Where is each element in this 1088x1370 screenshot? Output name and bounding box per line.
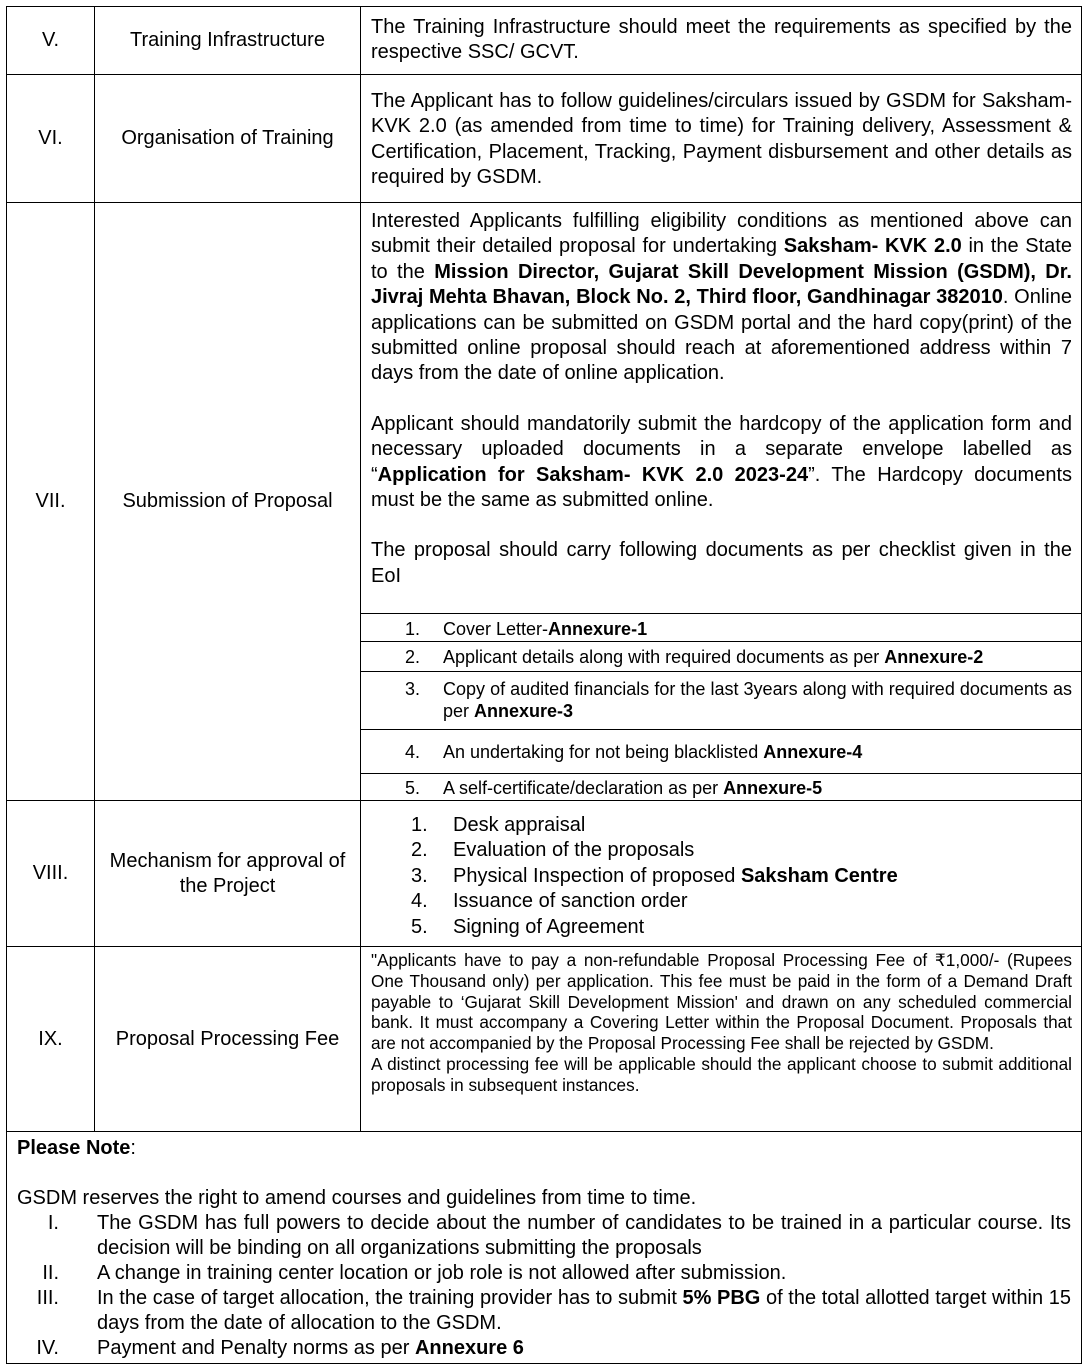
- item-number: 5.: [411, 915, 428, 938]
- bold-text: Saksham Centre: [740, 864, 898, 887]
- item-number: 1.: [405, 619, 421, 639]
- text-run: Cover Letter-: [443, 619, 549, 639]
- text-run: An undertaking for not being blacklisted: [443, 742, 764, 762]
- item-number: 2.: [405, 647, 421, 667]
- item-text: [443, 646, 1072, 668]
- text-run: In the case of target allocation, the training provider has to submit: [97, 1287, 683, 1309]
- text-run: Interested Applicants fulfilling eligibility conditions as mentioned above can submit their detailed proposal for undertaking: [371, 210, 1072, 258]
- row-label: Submission of Proposal: [95, 203, 361, 800]
- list-item: [411, 838, 1072, 863]
- list-item: [361, 773, 1081, 801]
- list-item: [361, 671, 1081, 729]
- row-number: VII.: [7, 203, 95, 800]
- item-text: Physical Inspection of proposed: [453, 864, 741, 887]
- list-item: [411, 915, 1072, 940]
- text-run: :: [130, 1137, 136, 1159]
- table-row: [7, 801, 1081, 947]
- row-number: VI.: [7, 75, 95, 202]
- table-row: [7, 7, 1081, 75]
- bold-text: Saksham- KVK 2.0: [783, 235, 962, 258]
- text-run: . Online applications can be submitted on GSDM portal and the hard copy(print) of the submitted online proposal should reach at aforementioned address within 7 days from the date of online application.: [371, 286, 1072, 385]
- row-content: [361, 801, 1081, 946]
- bold-text: Mission Director, Gujarat Skill Development Mission (GSDM), Dr. Jivraj Mehta Bhavan, Block No. 2, Third floor, Gandhinagar 382010: [371, 260, 1072, 309]
- item-text: [443, 678, 1072, 722]
- bold-text: 5% PBG: [682, 1287, 761, 1309]
- bold-text: Annexure-1: [548, 619, 648, 639]
- list-item: [17, 1286, 1071, 1336]
- item-text: [443, 777, 1072, 799]
- list-item: [17, 1336, 1071, 1361]
- row-number: IX.: [7, 947, 95, 1131]
- row-content: [361, 7, 1081, 74]
- note-heading: [17, 1136, 1071, 1161]
- item-text: [97, 1336, 1071, 1361]
- row-label: Mechanism for approval of the Project: [95, 801, 361, 946]
- item-text: [97, 1286, 1071, 1336]
- list-item: [17, 1261, 1071, 1286]
- row-content: [361, 203, 1081, 800]
- paragraph: The Training Infrastructure should meet the requirements as specified by the respective SSC/ GCVT.: [371, 16, 1072, 64]
- item-text: Issuance of sanction order: [453, 890, 688, 913]
- please-note: [7, 1132, 1081, 1363]
- list-item: [411, 889, 1072, 914]
- item-text: [443, 741, 1072, 763]
- item-number: 2.: [411, 839, 428, 862]
- item-number: 3.: [405, 679, 421, 699]
- text-run: Payment and Penalty norms as per: [97, 1337, 415, 1359]
- row-label: Organisation of Training: [95, 75, 361, 202]
- row-content: [361, 947, 1081, 1131]
- item-text: [443, 618, 1072, 640]
- paragraph: "Applicants have to pay a non-refundable Proposal Processing Fee of ₹1,000/- (Rupees One Thousand only) per application. This fee must be paid in the form of a Demand Draft payable to ‘Gujarat Skill Development Mission' and drawn on any scheduled commercial bank. It must accompany a Covering Letter within the Proposal Document. Proposals that are not accompanied by the Proposal Processing Fee shall be rejected by GSDM.: [371, 950, 1072, 1054]
- item-number: IV.: [36, 1337, 59, 1359]
- list-item: [361, 729, 1081, 773]
- paragraph: [371, 209, 1072, 387]
- item-number: 4.: [411, 890, 428, 913]
- item-text: Desk appraisal: [453, 814, 586, 836]
- bold-text: Please Note: [17, 1137, 131, 1159]
- bold-text: Annexure-5: [723, 778, 823, 798]
- text-run: ”. The Hardcopy documents must be the same as submitted online.: [371, 463, 1073, 512]
- text-run: of the total allotted target within 15 days from the date of allocation to the GSDM.: [97, 1287, 1071, 1334]
- paragraph: The Applicant has to follow guidelines/circulars issued by GSDM for Saksham- KVK 2.0 (as amended from time to time) for Training delivery, Assessment & Certification, Placement, Tracking, Payment disbursement and other details as required by GSDM.: [371, 90, 1072, 189]
- item-number: 1.: [411, 814, 428, 836]
- row-label: Proposal Processing Fee: [95, 947, 361, 1131]
- table-row: [7, 203, 1081, 801]
- item-text: Signing of Agreement: [453, 915, 645, 938]
- table-row: [7, 75, 1081, 203]
- list-item: [17, 1211, 1071, 1261]
- paragraph: A distinct processing fee will be applicable should the applicant choose to submit additional proposals in subsequent instances.: [371, 1053, 1072, 1095]
- item-text: The GSDM has full powers to decide about the number of candidates to be trained in a particular course. Its decision will be binding on all organizations submitting the proposals: [97, 1212, 1071, 1259]
- row-content: [361, 75, 1081, 202]
- item-number: I.: [47, 1212, 59, 1234]
- text-run: in the State to the: [371, 235, 1072, 283]
- text-run: Applicant details along with required documents as per: [443, 647, 885, 667]
- item-number: III.: [36, 1287, 59, 1309]
- text-run: Applicant should mandatorily submit the hardcopy of the application form and necessary uploaded documents in a separate envelope labelled as “: [371, 412, 1072, 486]
- item-text: Evaluation of the proposals: [453, 839, 695, 862]
- text-run: Copy of audited financials for the last 3years along with required documents as per: [443, 679, 1072, 721]
- bold-text: Annexure-3: [474, 701, 574, 721]
- item-number: 3.: [411, 864, 428, 887]
- bold-text: Annexure-4: [763, 742, 863, 762]
- list-item: [411, 864, 1072, 889]
- item-number: 4.: [405, 742, 421, 762]
- list-item: [361, 613, 1081, 641]
- note-intro: GSDM reserves the right to amend courses and guidelines from time to time.: [17, 1187, 697, 1209]
- item-text: A change in training center location or job role is not allowed after submission.: [97, 1262, 787, 1284]
- eoi-table: [6, 6, 1082, 1364]
- row-number: V.: [7, 7, 95, 74]
- row-number: VIII.: [7, 801, 95, 946]
- paragraph: The proposal should carry following documents as per checklist given in the EoI: [371, 539, 1072, 587]
- table-row: [7, 947, 1081, 1132]
- item-number: II.: [42, 1262, 59, 1284]
- list-item: [411, 813, 1072, 838]
- paragraph: [371, 412, 1072, 514]
- item-number: 5.: [405, 778, 421, 798]
- list-item: [361, 641, 1081, 671]
- row-label: Training Infrastructure: [95, 7, 361, 74]
- bold-text: Annexure-2: [884, 647, 984, 667]
- text-run: A self-certificate/declaration as per: [443, 778, 724, 798]
- bold-text: Annexure 6: [414, 1337, 524, 1359]
- bold-text: Application for Saksham- KVK 2.0 2023-24: [377, 463, 809, 486]
- approval-steps: [371, 813, 1072, 940]
